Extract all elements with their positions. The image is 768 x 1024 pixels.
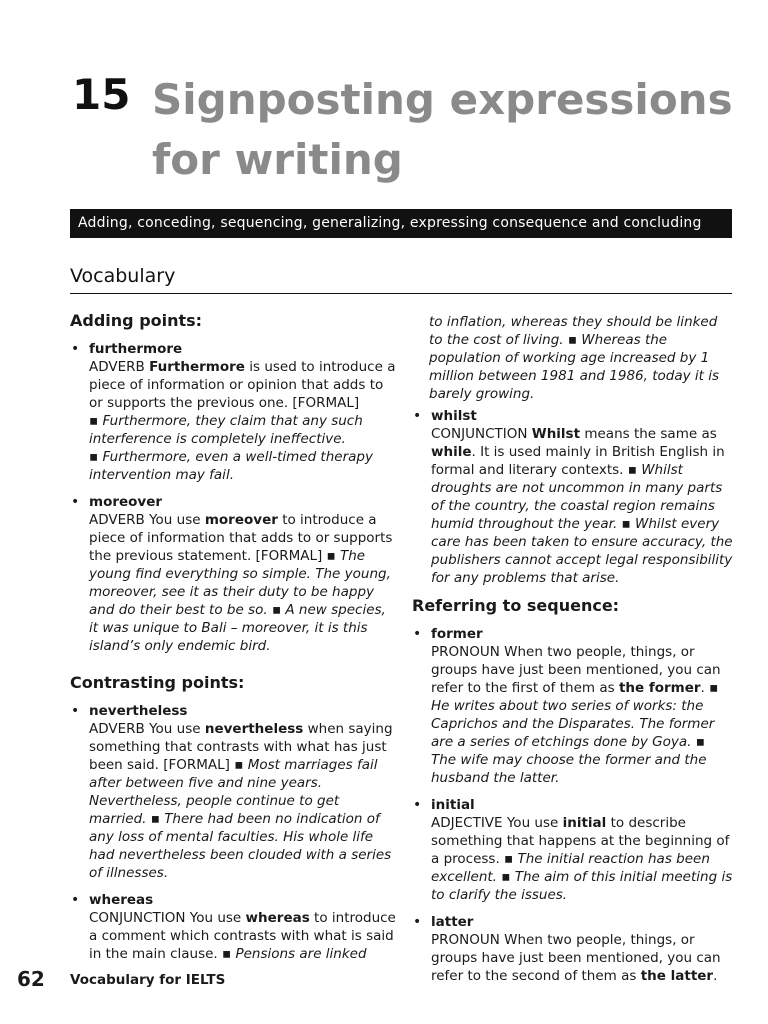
example: Furthermore, they claim that any such interference is completely ineffective. <box>89 413 363 447</box>
definition: CONJUNCTION Whilst means the same as while. It is used mainly in British English in formal and literary contexts. ▪ Whilst droughts are not uncommon in many parts of the country, the coastal region remains humid throughout the year. ▪ Whilst every care has been taken to ensure accuracy, the publishers cannot accept legal responsibility for any problems that arise. <box>431 426 733 586</box>
example: Pensions are linked <box>235 946 367 962</box>
example: Whilst every care has been taken to ensure accuracy, the publishers cannot accept legal responsibility for any problems that arise. <box>431 516 733 586</box>
headword: • furthermore <box>89 341 183 357</box>
example: The wife may choose the former and the husband the latter. <box>431 752 707 786</box>
headword: • initial <box>431 797 475 813</box>
entry-former <box>412 625 734 787</box>
example: There had been no indication of any loss of mental faculties. His whole life had nevertheless been clouded with a series of illnesses. <box>89 811 392 881</box>
headword: • former <box>431 626 483 642</box>
entry-initial <box>412 796 734 904</box>
entry-latter <box>412 913 734 985</box>
subheading-contrasting: Contrasting points: <box>70 673 245 692</box>
example: Whereas the population of working age increased by 1 million between 1981 and 1986, today it is barely growing. <box>429 332 719 402</box>
entry-furthermore <box>70 340 398 484</box>
chapter-number: 15 <box>72 70 131 119</box>
definition: ADVERB You use moreover to introduce a piece of information that adds to or supports the previous statement. [FORMAL] ▪ The young find everything so simple. The young, moreover, see it as their duty to be happy and do their best to be so. ▪ A new species, it was unique to Bali – moreover, it is this island’s only endemic bird. <box>89 512 393 654</box>
page-number: 62 <box>17 967 45 991</box>
headword: • nevertheless <box>89 703 188 719</box>
headword: • moreover <box>89 494 163 510</box>
example: The young find everything so simple. The young, moreover, see it as their duty to be happy and do their best to be so. <box>89 548 391 618</box>
section-title: Vocabulary <box>70 265 176 287</box>
entry-moreover <box>70 493 398 655</box>
entry-nevertheless <box>70 702 398 882</box>
definition: PRONOUN When two people, things, or groups have just been mentioned, you can refer to the first of them as the former. ▪ He writes about two series of works: the Caprichos and the Disparates. The former are a series of etchings done by Goya. ▪ The wife may choose the former and the husband the latter. <box>431 644 721 786</box>
definition: CONJUNCTION You use whereas to introduce a comment which contrasts with what is said in the main clause. ▪ Pensions are linked <box>89 910 396 962</box>
example: Whilst droughts are not uncommon in many parts of the country, the coastal region remains humid throughout the year. <box>431 462 723 532</box>
example: He writes about two series of works: the Caprichos and the Disparates. The former are a series of etchings done by Goya. <box>431 698 715 750</box>
example: The aim of this initial meeting is to clarify the issues. <box>431 869 733 903</box>
example: The initial reaction has been excellent. <box>431 851 710 885</box>
chapter-title: Signposting expressions for writing <box>152 75 733 184</box>
headword: • whilst <box>431 408 477 424</box>
headword: • latter <box>431 914 474 930</box>
headword: • whereas <box>89 892 154 908</box>
example: Most marriages fail after between five and nine years. Nevertheless, people continue to get married. <box>89 757 378 827</box>
chapter-banner: Adding, conceding, sequencing, generalizing, expressing consequence and concluding <box>70 209 732 238</box>
subheading-sequence: Referring to sequence: <box>412 596 620 615</box>
subheading-adding: Adding points: <box>70 311 203 330</box>
right-column <box>412 313 734 994</box>
section-divider <box>70 293 732 294</box>
left-column <box>70 312 398 972</box>
definition: ADVERB You use nevertheless when saying something that contrasts with what has just been said. [FORMAL] ▪ Most marriages fail after between five and nine years. Nevertheless, people continue to get married. ▪ There had been no indication of any loss of mental faculties. His whole life had nevertheless been clouded with a series of illnesses. <box>89 721 393 881</box>
entry-whilst <box>412 407 734 587</box>
example: A new species, it was unique to Bali – moreover, it is this island’s only endemic bird. <box>89 602 386 654</box>
whereas-continuation: to inflation, whereas they should be linked to the cost of living. ▪ Whereas the population of working age increased by 1 million between 1981 and 1986, today it is barely growing. <box>429 314 719 402</box>
book-title: Vocabulary for IELTS <box>70 972 226 988</box>
definition: ADJECTIVE You use initial to describe something that happens at the beginning of a process. ▪ The initial reaction has been excellent. ▪ The aim of this initial meeting is to clarify the issues. <box>431 815 733 903</box>
example: Furthermore, even a well-timed therapy intervention may fail. <box>89 449 373 483</box>
definition: ADVERB Furthermore is used to introduce a piece of information or opinion that adds to or supports the previous one. [FORMAL] ▪ Furthermore, they claim that any such interference is completely ineffective. ▪ Furthermore, even a well-timed therapy intervention may fail. <box>89 359 396 483</box>
entry-whereas <box>70 891 398 963</box>
definition: PRONOUN When two people, things, or groups have just been mentioned, you can refer to the second of them as the latter. <box>431 932 721 984</box>
